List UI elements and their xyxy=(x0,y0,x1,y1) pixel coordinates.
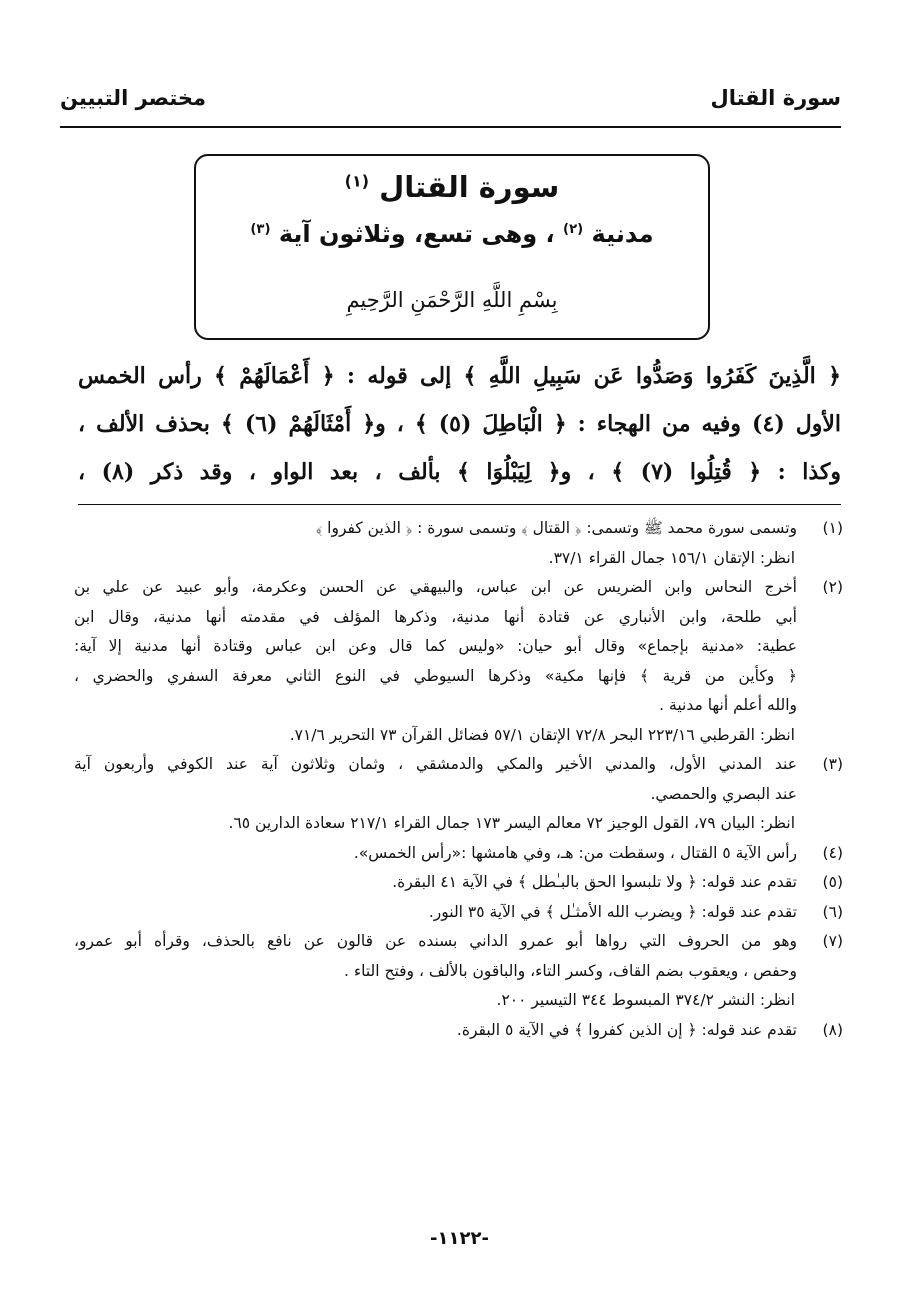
footnote xyxy=(74,868,843,898)
footnote-line: وهو من الحروف التي رواها أبو عمرو الداني بسنده عن قالون عن نافع بالحذف، وقرأه أبو عمرو، xyxy=(74,932,797,950)
footnote-number: (٤) xyxy=(822,843,843,862)
header-book-title: مختصر التبيين xyxy=(60,86,207,110)
page-number: -١١٢٢- xyxy=(430,1228,489,1249)
footnote-line: عطية: «مدنية بإجماع» وقال أبو حيان: «وليس كما قال وعن ابن عباس وقتادة أنها مدنية إلا آية: xyxy=(74,637,797,655)
footnote-line: وحفص ، ويعقوب بضم القاف، وكسر التاء، والباقون بالألف ، وفتح التاء . xyxy=(343,961,797,980)
footnote-number: (٢) xyxy=(822,578,843,596)
main-text-line: وكذا : ﴿ قُتِلُوا (٧) ﴾ ، و﴿ لِيَبْلُوَا ﴾ بألف ، بعد الواو ، وقد ذكر (٨) ، xyxy=(78,459,841,485)
footnote-line: تقدم عند قوله: ﴿ ولا تلبسوا الحق بالبـٰطل ﴾ في الآية ٤١ البقرة. xyxy=(392,873,797,891)
footnote-line: انظر: الإتقان ١٥٦/١ جمال القراء ٣٧/١. xyxy=(548,548,795,567)
footnote-line: أخرج النحاس وابن الضريس عن ابن عباس، والبيهقي عن الحسن وعكرمة، وأبو عبيد عن علي بن xyxy=(74,578,797,596)
header-surah-title: سورة القتال xyxy=(710,86,841,110)
footnote xyxy=(74,927,843,1016)
surah-title-box xyxy=(194,154,710,340)
main-text-line: الأول (٤) وفيه من الهجاء : ﴿ الْبَاطِلَ (٥) ﴾ ، و﴿ أَمْثَالَهُمْ (٦) ﴾ بحذف الألف ، xyxy=(78,411,841,437)
footnote xyxy=(74,898,843,928)
basmala: بِسْمِ اللَّهِ الرَّحْمَنِ الرَّحِيمِ xyxy=(346,288,558,312)
footnote-rule xyxy=(78,504,841,505)
footnote-line: ﴿ وكأين من قرية ﴾ فإنها مكية» وذكرها السيوطي في النوع الثاني معرفة السفري والحضري ، xyxy=(74,666,797,685)
main-text-line: ﴿ الَّذِينَ كَفَرُوا وَصَدُّوا عَن سَبِيلِ اللَّهِ ﴾ إلى قوله : ﴿ أَعْمَالَهُمْ ﴾ رأس الخمس xyxy=(78,363,841,389)
footnote-line: تقدم عند قوله: ﴿ إن الذين كفروا ﴾ في الآية ٥ البقرة. xyxy=(456,1020,797,1039)
footnote-line: والله أعلم أنها مدنية . xyxy=(659,696,797,714)
surah-title-text: سورة القتال xyxy=(379,170,560,204)
surah-subtitle-a: مدنية xyxy=(591,220,654,248)
surah-title xyxy=(196,170,708,204)
footnote-line: تقدم عند قوله: ﴿ ويضرب الله الأمثـٰل ﴾ في الآية ٣٥ النور. xyxy=(428,902,797,921)
footnote-ref[interactable]: (٣) xyxy=(250,222,271,237)
main-text xyxy=(78,352,841,496)
footnote-line: وتسمى سورة محمد ﷺ وتسمى: ﴿ القتال ﴾ وتسمى سورة : ﴿ الذين كفروا ﴾ xyxy=(315,519,797,537)
footnote-line: عند البصري والحمصي. xyxy=(650,784,797,803)
footnote-line: انظر: النشر ٣٧٤/٢ المبسوط ٣٤٤ التيسير ٢٠٠. xyxy=(496,991,795,1009)
footnote-ref[interactable]: (٢) xyxy=(563,222,584,237)
footnote-number: (٨) xyxy=(822,1020,843,1039)
header-rule xyxy=(60,126,841,128)
footnote-ref[interactable]: (١) xyxy=(344,171,369,191)
footnote-line: عند المدني الأول، والمدني الأخير والمكي والدمشقي ، وثمان وثلاثون آية عند الكوفي وأربعون آية xyxy=(74,755,797,773)
footnotes xyxy=(74,514,843,1045)
footnote-number: (١) xyxy=(822,519,843,537)
footnote xyxy=(74,573,843,750)
surah-subtitle xyxy=(196,220,708,248)
footnote-number: (٧) xyxy=(822,932,843,950)
footnote-number: (٦) xyxy=(822,902,843,921)
footnote-line: أبي طلحة، وابن الأنباري عن قتادة أنها مدنية، وذكرها المؤلف في مقدمته أنها مدنية، وقال ابن xyxy=(74,607,797,626)
footnote-line: انظر: البيان ٧٩، القول الوجيز ٧٢ معالم اليسر ١٧٣ جمال القراء ٢١٧/١ سعادة الدارين ٦٥. xyxy=(228,814,795,832)
footnote-line: رأس الآية ٥ القتال ، وسقطت من: هـ، وفي هامشها :«رأس الخمس». xyxy=(353,843,797,862)
footnote xyxy=(74,1016,843,1046)
footnote xyxy=(74,514,843,573)
footnote xyxy=(74,750,843,839)
footnote xyxy=(74,839,843,869)
footnote-number: (٣) xyxy=(822,755,843,773)
running-header xyxy=(60,86,841,110)
footnote-number: (٥) xyxy=(822,873,843,891)
footnote-line: انظر: القرطبي ٢٢٣/١٦ البحر ٧٢/٨ الإتقان ٥٧/١ فضائل القرآن ٧٣ التحرير ٧١/٦. xyxy=(289,725,795,744)
surah-subtitle-b: ، وهى تسع، وثلاثون آية xyxy=(278,220,555,248)
